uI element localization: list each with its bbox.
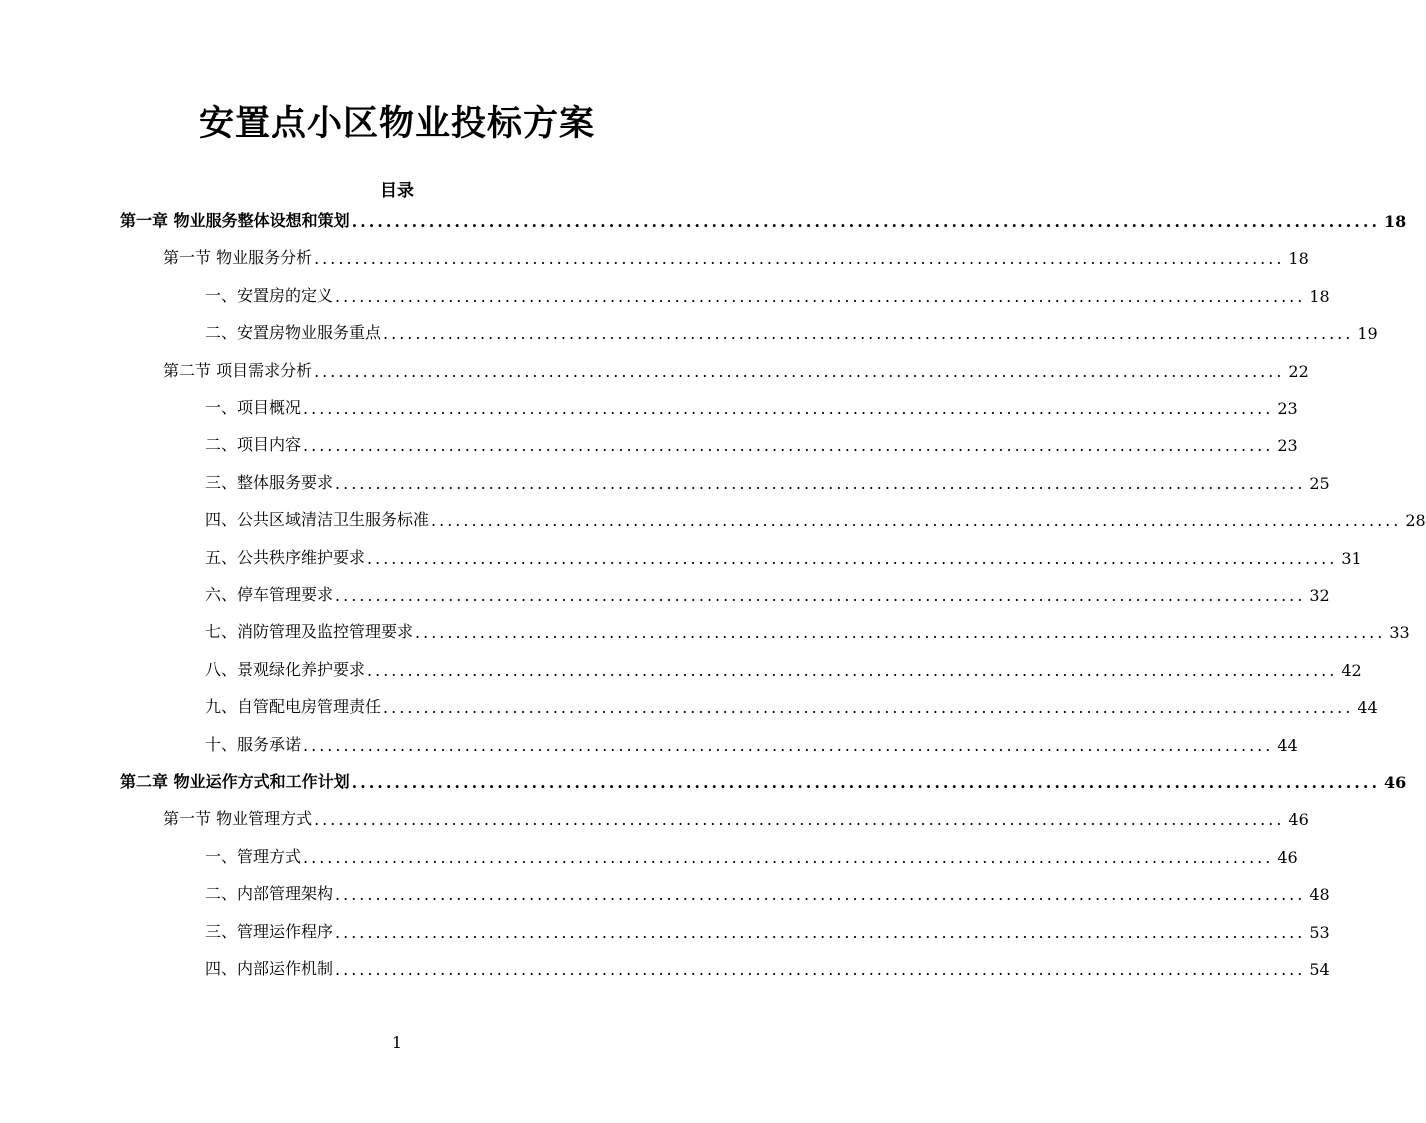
toc-entry-page: 32 — [1309, 586, 1330, 605]
toc-entry[interactable] — [205, 916, 1330, 942]
toc-entry[interactable] — [163, 355, 1309, 381]
toc-dot-leader: ........................................................................................................................ — [415, 623, 1386, 643]
toc-dot-leader: ........................................................................................................................ — [335, 286, 1306, 306]
toc-dot-leader: ........................................................................................................................ — [314, 810, 1285, 830]
toc-entry-page: 31 — [1341, 548, 1362, 568]
toc-dot-leader: ........................................................................................................................ — [303, 436, 1274, 456]
toc-entry-page: 19 — [1357, 324, 1378, 344]
toc-entry[interactable] — [205, 392, 1298, 418]
toc-dot-leader: ........................................................................................................................ — [335, 586, 1306, 605]
toc-entry-page: 46 — [1288, 810, 1309, 830]
toc-entry-label: 二、安置房物业服务重点 — [205, 323, 382, 343]
toc-dot-leader: ........................................................................................................................ — [383, 698, 1354, 718]
toc-entry-label: 四、内部运作机制 — [205, 959, 334, 978]
toc-dot-leader: ........................................................................................................................ — [351, 773, 1381, 792]
toc-entry-label: 一、项目概况 — [205, 398, 302, 417]
toc-entry[interactable] — [205, 504, 1426, 531]
toc-entry-label: 七、消防管理及监控管理要求 — [205, 622, 414, 642]
toc-entry-label: 三、整体服务要求 — [205, 472, 334, 492]
toc-dot-leader: ........................................................................................................................ — [335, 922, 1306, 942]
toc-dot-leader: ........................................................................................................................ — [367, 548, 1338, 568]
toc-entry-label: 第二节 项目需求分析 — [163, 360, 313, 380]
toc-dot-leader: ........................................................................................................................ — [303, 735, 1274, 755]
toc-dot-leader: ........................................................................................................................ — [367, 660, 1338, 680]
toc-dot-leader: ........................................................................................................................ — [314, 249, 1285, 269]
toc-entry-label: 二、项目内容 — [205, 435, 302, 455]
toc-entry-label: 第一章 物业服务整体设想和策划 — [120, 211, 350, 230]
toc-entry-page: 48 — [1309, 885, 1330, 905]
toc-entry[interactable] — [205, 429, 1298, 456]
toc-dot-leader: ........................................................................................................................ — [431, 511, 1402, 531]
toc-dot-leader: ........................................................................................................................ — [303, 847, 1274, 867]
toc-entry-page: 23 — [1277, 436, 1298, 456]
toc-entry[interactable] — [120, 205, 1407, 231]
toc-entry-page: 44 — [1277, 735, 1298, 755]
toc-dot-leader: ........................................................................................................................ — [383, 324, 1354, 344]
toc-entry-page: 18 — [1384, 212, 1407, 231]
toc-entry[interactable] — [205, 841, 1298, 867]
toc-entry-label: 三、管理运作程序 — [205, 921, 334, 941]
toc-entry[interactable] — [205, 542, 1362, 568]
toc-dot-leader: ........................................................................................................................ — [351, 212, 1381, 231]
toc-entry[interactable] — [163, 242, 1309, 269]
toc-entry[interactable] — [205, 878, 1330, 905]
toc-entry-label: 六、停车管理要求 — [205, 585, 334, 604]
toc-entry[interactable] — [163, 803, 1309, 830]
toc-entry[interactable] — [205, 467, 1330, 493]
page-title: 安置点小区物业投标方案 — [198, 103, 595, 144]
toc-entry-label: 第二章 物业运作方式和工作计划 — [120, 772, 350, 791]
page-number: 1 — [391, 1033, 403, 1052]
toc-heading: 目录 — [380, 181, 414, 201]
toc-entry[interactable] — [120, 766, 1407, 792]
toc-entry-label: 四、公共区域清洁卫生服务标准 — [205, 510, 430, 530]
toc-dot-leader: ........................................................................................................................ — [335, 885, 1306, 905]
toc-entry-page: 44 — [1357, 698, 1378, 718]
toc-entry[interactable] — [205, 729, 1298, 755]
toc-entry-label: 一、安置房的定义 — [205, 285, 334, 305]
toc-entry-label: 十、服务承诺 — [205, 734, 302, 754]
toc-entry-page: 53 — [1309, 922, 1330, 942]
toc-entry-page: 22 — [1288, 361, 1309, 381]
toc-entry[interactable] — [205, 280, 1330, 306]
toc-entry-label: 五、公共秩序维护要求 — [205, 547, 366, 567]
toc-entry-label: 九、自管配电房管理责任 — [205, 697, 382, 717]
toc-entry-page: 18 — [1288, 249, 1309, 269]
toc-entry-page: 46 — [1384, 773, 1407, 792]
toc-entry[interactable] — [205, 654, 1362, 680]
toc-entry[interactable] — [205, 691, 1378, 718]
toc-entry-page: 25 — [1309, 473, 1330, 493]
toc-entry-page: 46 — [1277, 847, 1298, 867]
toc-entry-page: 23 — [1277, 399, 1298, 418]
toc-entry-page: 33 — [1389, 623, 1410, 643]
toc-entry-page: 18 — [1309, 286, 1330, 306]
toc-entry[interactable] — [205, 317, 1378, 344]
toc-entry[interactable] — [205, 616, 1410, 643]
toc-entry-label: 第一节 物业管理方式 — [163, 809, 313, 829]
toc-dot-leader: ........................................................................................................................ — [314, 361, 1285, 381]
toc-entry-label: 一、管理方式 — [205, 846, 302, 866]
toc-entry-label: 八、景观绿化养护要求 — [205, 659, 366, 679]
toc-dot-leader: ........................................................................................................................ — [335, 960, 1306, 979]
toc-dot-leader: ........................................................................................................................ — [335, 473, 1306, 493]
toc-entry[interactable] — [205, 953, 1330, 979]
toc-entry[interactable] — [205, 579, 1330, 605]
toc-entry-page: 28 — [1405, 511, 1426, 531]
toc-entry-label: 二、内部管理架构 — [205, 884, 334, 904]
toc-dot-leader: ........................................................................................................................ — [303, 399, 1274, 418]
toc-entry-page: 54 — [1309, 960, 1330, 979]
toc-entry-label: 第一节 物业服务分析 — [163, 248, 313, 268]
toc-entry-page: 42 — [1341, 660, 1362, 680]
